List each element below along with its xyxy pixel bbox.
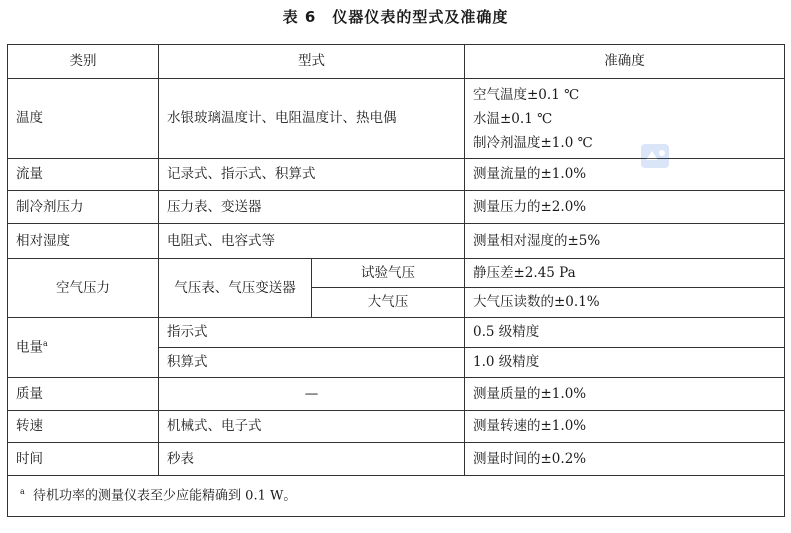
- header-category: 类别: [8, 45, 159, 79]
- footnote-mark: a: [43, 338, 48, 348]
- header-type: 型式: [159, 45, 465, 79]
- table-row-power: [8, 318, 785, 348]
- footnote: [8, 476, 785, 517]
- table-title: 表 6 仪器仪表的型式及准确度: [282, 8, 509, 26]
- cell-type: 电阻式、电容式等: [159, 224, 465, 259]
- cell-category: 转速: [8, 411, 159, 443]
- cell-type: 水银玻璃温度计、电阻温度计、热电偶: [159, 79, 465, 159]
- cell-type: 积算式: [159, 348, 465, 378]
- cell-type: 秒表: [159, 443, 465, 476]
- cell-category: 相对湿度: [8, 224, 159, 259]
- cell-subtype: 大气压: [312, 288, 465, 318]
- cell-accuracy: 1.0 级精度: [465, 348, 785, 378]
- cell-accuracy: 测量相对湿度的±5%: [465, 224, 785, 259]
- header-accuracy: 准确度: [465, 45, 785, 79]
- cell-category: [8, 318, 159, 378]
- cell-category: 时间: [8, 443, 159, 476]
- cell-subtype: 试验气压: [312, 259, 465, 288]
- watermark-logo-icon: [640, 143, 670, 169]
- table-row-refrigerant-pressure: [8, 191, 785, 224]
- cell-type: 记录式、指示式、积算式: [159, 159, 465, 191]
- table-row-humidity: [8, 224, 785, 259]
- footnote-mark: a: [20, 487, 25, 497]
- accuracy-line: 空气温度±0.1 ℃: [473, 86, 580, 103]
- footnote-text: 待机功率的测量仪表至少应能精确到 0.1 W。: [33, 488, 297, 504]
- cell-type: 压力表、变送器: [159, 191, 465, 224]
- table-row-speed: [8, 411, 785, 443]
- cell-type: 指示式: [159, 318, 465, 348]
- cell-accuracy: 静压差±2.45 Pa: [465, 259, 785, 288]
- cell-accuracy: 测量压力的±2.0%: [465, 191, 785, 224]
- cell-accuracy: [465, 79, 785, 159]
- cell-accuracy: 测量流量的±1.0%: [465, 159, 785, 191]
- cell-accuracy: 测量转速的±1.0%: [465, 411, 785, 443]
- cell-category: 质量: [8, 378, 159, 411]
- cell-accuracy: 测量质量的±1.0%: [465, 378, 785, 411]
- cell-type: 气压表、气压变送器: [159, 259, 312, 318]
- accuracy-line: 水温±0.1 ℃: [473, 110, 553, 127]
- cell-category: 空气压力: [8, 259, 159, 318]
- table-row-air-pressure: [8, 259, 785, 288]
- accuracy-line: 制冷剂温度±1.0 ℃: [473, 134, 593, 151]
- cell-accuracy: 测量时间的±0.2%: [465, 443, 785, 476]
- cell-accuracy: 大气压读数的±0.1%: [465, 288, 785, 318]
- cell-category: 温度: [8, 79, 159, 159]
- cell-type: —: [159, 378, 465, 411]
- category-label: 电量: [16, 339, 43, 356]
- table-footnote-row: [8, 476, 785, 517]
- table-row-mass: [8, 378, 785, 411]
- table-row-time: [8, 443, 785, 476]
- cell-accuracy: 0.5 级精度: [465, 318, 785, 348]
- instrument-accuracy-table: [7, 44, 785, 517]
- cell-type: 机械式、电子式: [159, 411, 465, 443]
- cell-category: 制冷剂压力: [8, 191, 159, 224]
- table-header-row: [8, 45, 785, 79]
- cell-category: 流量: [8, 159, 159, 191]
